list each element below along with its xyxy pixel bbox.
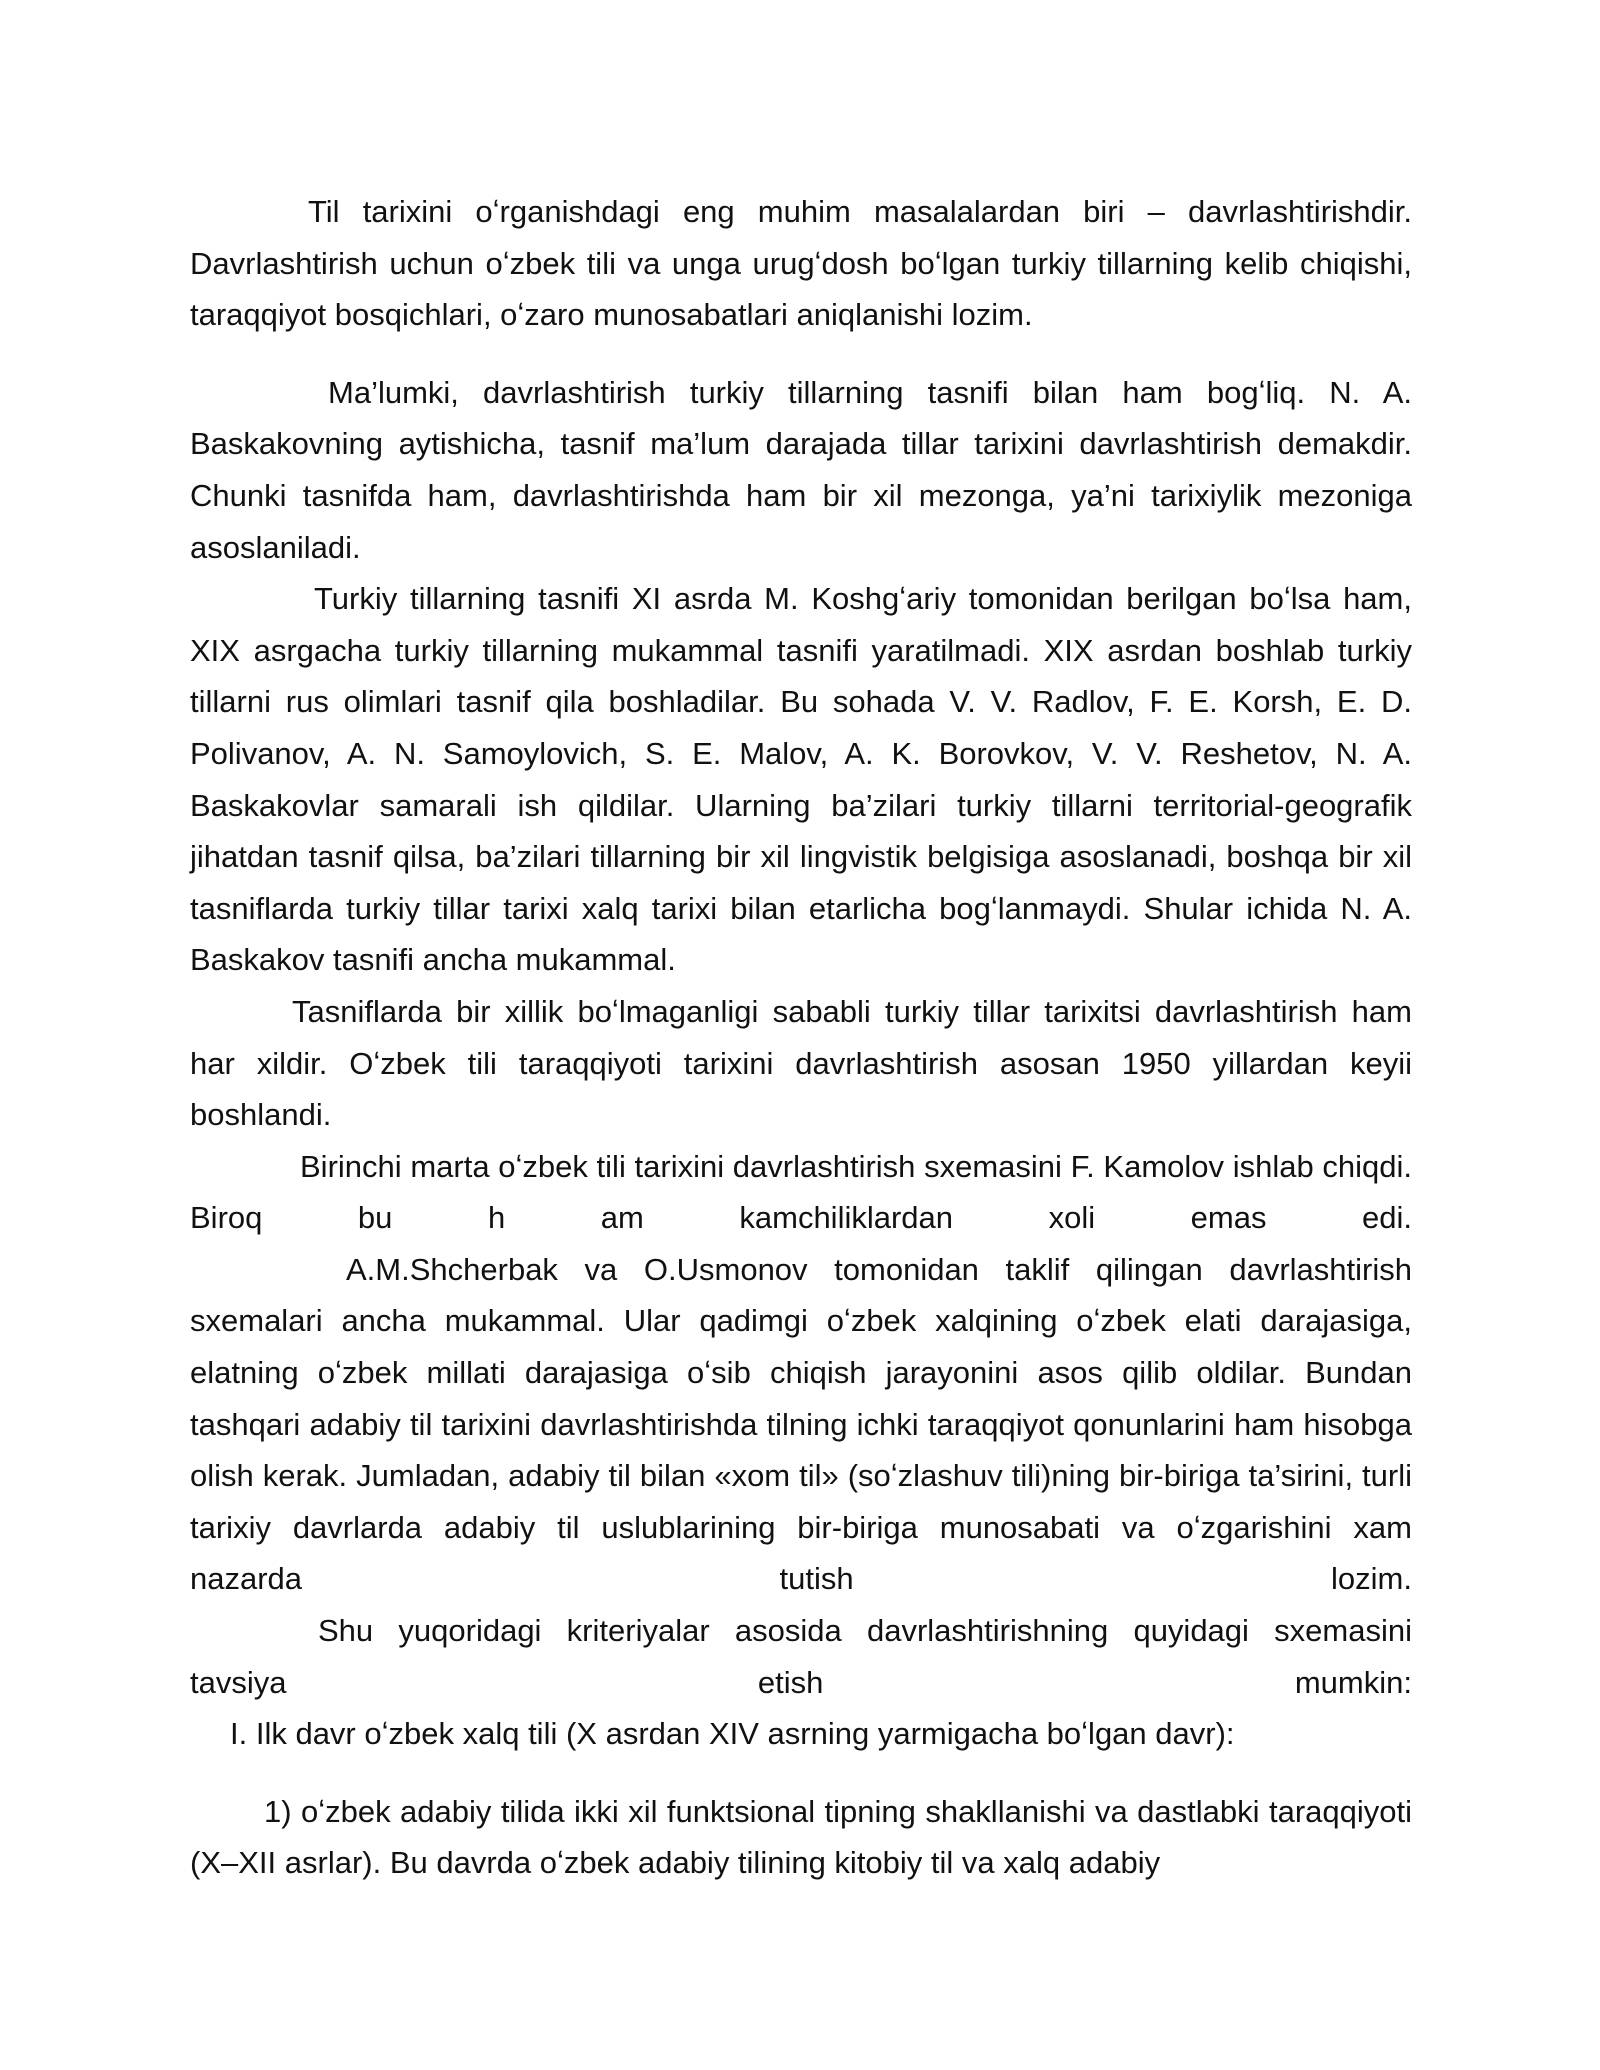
paragraph-4: Tasniflarda bir xillik boʻlmaganligi sababli turkiy tillar tarixitsi davrlashtirish ham har xildir. Oʻzbek tili taraqqiyoti tarixini davrlashtirish asosan 1950 yillardan keyii boshlandi.: [190, 993, 1412, 1133]
list-heading: I. Ilk davr oʻzbek xalq tili (X asrdan XIV asrning yarmigacha boʻlgan davr):: [230, 1716, 1235, 1752]
paragraph-5: Birinchi marta oʻzbek tili tarixini davrlashtirish sxemasini F. Kamolov ishlab chiqdi. Biroq bu h am kamchiliklardan xoli emas edi.: [190, 1148, 1412, 1236]
document-body: [190, 186, 1412, 1889]
list-item-1: 1) oʻzbek adabiy tilida ikki xil funktsional tipning shakllanishi va dastlabki taraqqiyoti (X–XII asrlar). Bu davrda oʻzbek adabiy tilining kitobiy til va xalq adabiy: [190, 1793, 1412, 1881]
paragraph-3: Turkiy tillarning tasnifi XI asrda M. Koshgʻariy tomonidan berilgan boʻlsa ham, XIX asrgacha turkiy tillarning mukammal tasnifi yaratilmadi. XIX asrdan boshlab turkiy tillarni rus olimlari tasnif qila boshladilar. Bu sohada V. V. Radlov, F. E. Korsh, E. D. Polivanov, A. N. Samoylovich, S. E. Malov, A. K. Borovkov, V. V. Reshetov, N. A. Baskakovlar samarali ish qildilar. Ularning ba’zilari turkiy tillarni territorial-geografik jihatdan tasnif qilsa, ba’zilari tillarning bir xil lingvistik belgisiga asoslanadi, boshqa bir xil tasniflarda turkiy tillar tarixi xalq tarixi bilan etarlicha bogʻlanmaydi. Shular ichida N. A. Baskakov tasnifi ancha mukammal.: [190, 581, 1412, 978]
paragraph-1: Til tarixini oʻrganishdagi eng muhim masalalardan biri – davrlashtirishdir. Davrlashtirish uchun oʻzbek tili va unga urugʻdosh boʻlgan turkiy tillarning kelib chiqishi, taraqqiyot bosqichlari, oʻzaro munosabatlari aniqlanishi lozim.: [190, 194, 1412, 333]
paragraph-7: Shu yuqoridagi kriteriyalar asosida davrlashtirishning quyidagi sxemasini tavsiya etish mumkin:: [190, 1613, 1412, 1700]
paragraph-2: Ma’lumki, davrlashtirish turkiy tillarning tasnifi bilan ham bogʻliq. N. A. Baskakovning aytishicha, tasnif ma’lum darajada tillar tarixini davrlashtirish demakdir. Chunki tasnifda ham, davrlashtirishda ham bir xil mezonga, ya’ni tarixiylik mezoniga asoslaniladi.: [190, 374, 1412, 565]
paragraph-6: A.M.Shcherbak va O.Usmonov tomonidan taklif qilingan davrlashtirish sxemalari ancha mukammal. Ular qadimgi oʻzbek xalqining oʻzbek elati darajasiga, elatning oʻzbek millati darajasiga oʻsib chiqish jarayonini asos qilib oldilar. Bundan tashqari adabiy til tarixini davrlashtirishda tilning ichki taraqqiyot qonunlarini ham hisobga olish kerak. Jumladan, adabiy til bilan «xom til» (soʻzlashuv tili)ning bir-biriga ta’sirini, turli tarixiy davrlarda adabiy til uslublarining bir-biriga munosabati va oʻzgarishini xam nazarda tutish lozim.: [190, 1251, 1412, 1597]
